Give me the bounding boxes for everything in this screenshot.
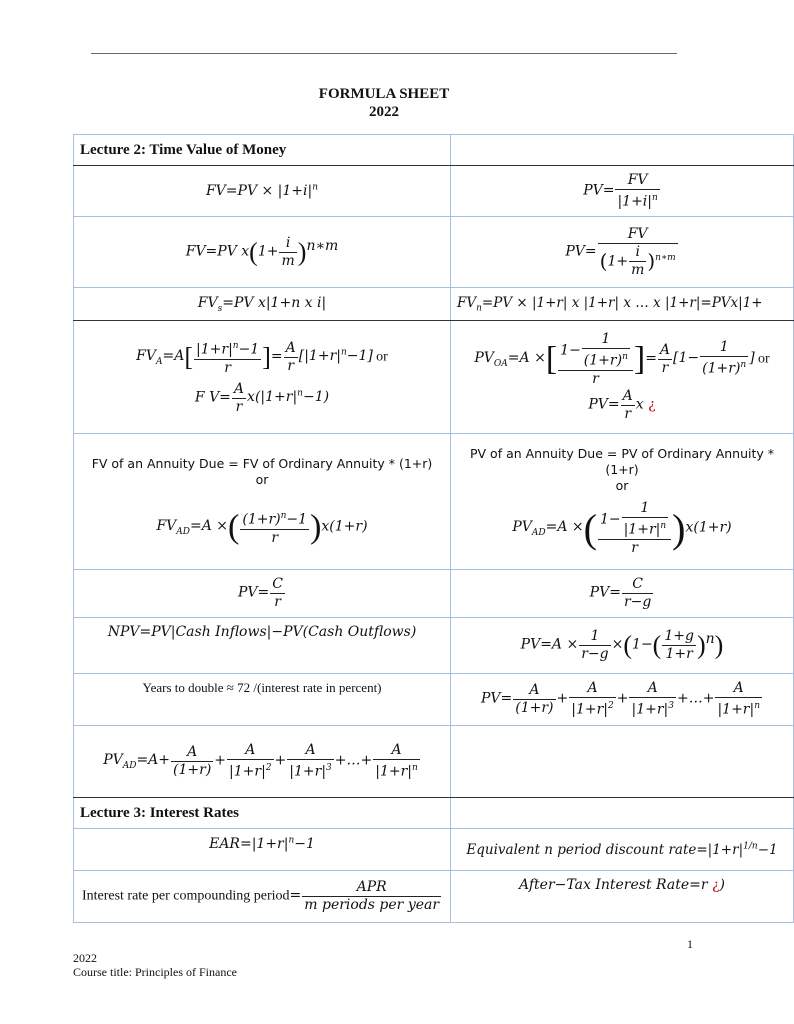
- formula-fv-annuity-due: FV of an Annuity Due = FV of Ordinary Annuity * (1+r) or $FV_{AD}=A$ ×( $\frac{(1+r)^n-1}{r}$ )x(1+r): [74, 434, 451, 570]
- header-rule: [91, 53, 677, 54]
- document-year: 2022: [369, 104, 399, 120]
- table-row: [74, 829, 794, 871]
- table-row: [74, 321, 794, 434]
- formula-perpetuity: PV= $\frac{C}{r}$: [74, 570, 451, 618]
- formula-pv-simple: PV= $\frac{FV}{|1+i|^n}$: [451, 166, 794, 217]
- formula-interest-per-period: Interest rate per compounding period= $\frac{\text{APR}}{\text{m periods per year}}$: [74, 871, 451, 923]
- m-periods-label: m periods per year: [304, 897, 440, 913]
- empty-cell: [451, 726, 794, 798]
- formula-annuity-sum: PV= $\frac{A}{(1+r)}$ + $\frac{A}{|1+r|^2}$ + $\frac{A}{|1+r|^3}$ +…+ $\frac{A}{|1+r|^n}$: [451, 674, 794, 726]
- formula-fv-compound-m: FV=PV x(1+ $\frac{i}{m}$ )$^{n∗m}$: [74, 217, 451, 288]
- table-row: [74, 674, 794, 726]
- table-row: [74, 726, 794, 798]
- table-row: [74, 798, 794, 829]
- formula-ear: $EAR=|1+r|^n-1$: [74, 829, 451, 871]
- apr-label: APR: [302, 879, 441, 897]
- formula-annuity-due-sum: $PV_{AD}=A+$ $\frac{A}{(1+r)}$ + $\frac{A}{|1+r|^2}$ + $\frac{A}{|1+r|^3}$ +…+ $\frac{A}{|1+r|^n}$: [74, 726, 451, 798]
- formula-pv-annuity-due: PV of an Annuity Due = PV of Ordinary Annuity * (1+r) or $PV_{AD}=A$ ×( 1− $\frac{1}{|1+r|^n}$ r )x(1+r): [451, 434, 794, 570]
- formula-pv-compound-m: PV= FV (1+ $\frac{i}{m}$ )$^{n∗m}$: [451, 217, 794, 288]
- or-label: or: [376, 349, 388, 365]
- years-to-double: Years to double ≈ 72 /(interest rate in percent): [74, 674, 451, 726]
- interest-rate-label: Interest rate per compounding period: [81, 888, 290, 904]
- table-row: [74, 217, 794, 288]
- page-number: 1: [687, 937, 693, 951]
- formula-equivalent-discount: Equivalent n period discount $rate=|1+r|^{1/n}-1$: [451, 829, 794, 871]
- empty-cell: [451, 798, 794, 829]
- formula-fv-simple: $FV=PV \times |1+i|^n$: [74, 166, 451, 217]
- formula-npv: NPV=PV|Cash Inflows|−PV(Cash Outflows): [74, 618, 451, 674]
- or-label: or: [615, 478, 629, 494]
- footer-course: Course title: Principles of Finance: [73, 965, 237, 979]
- or-label: or: [255, 472, 269, 488]
- footer-year: 2022: [73, 951, 97, 965]
- pv-annuity-due-text: PV of an Annuity Due = PV of Ordinary Annuity * (1+r): [469, 446, 775, 478]
- table-row: [74, 135, 794, 166]
- formula-pv-oa: $PV_{OA}=A$ ×[ 1− $\frac{1}{(1+r)^n}$ r ]= $\frac{A}{r}$ [1− $\frac{1}{(1+r)^n}$ ] or PV= $\frac{A}{r}$ x ¿: [451, 321, 794, 434]
- formula-table: [73, 134, 794, 923]
- fv-annuity-due-text: FV of an Annuity Due = FV of Ordinary Annuity * (1+r): [91, 456, 433, 472]
- table-row: [74, 570, 794, 618]
- empty-cell: [451, 135, 794, 166]
- table-row: [74, 871, 794, 923]
- section-heading-lecture2: Lecture 2: Time Value of Money: [74, 135, 451, 166]
- formula-fv-s: $FV_s=PV$ x|1+n x i|: [74, 288, 451, 321]
- formula-growing-annuity: PV=A × $\frac{1}{r-g}$ ×(1−( $\frac{1+g}{1+r}$ )$^n$): [451, 618, 794, 674]
- formula-after-tax: After−Tax Interest Rate=r ¿): [451, 871, 794, 923]
- formula-fv-n: $FV_n=PV \times |1+r|$ x |1+r| x … x |1+r|=PVx|1+: [451, 288, 794, 321]
- formula-growing-perpetuity: PV= $\frac{C}{r-g}$: [451, 570, 794, 618]
- document-title: FORMULA SHEET: [318, 86, 450, 102]
- table-row: [74, 434, 794, 570]
- table-row: [74, 288, 794, 321]
- table-row: [74, 166, 794, 217]
- table-row: [74, 618, 794, 674]
- formula-fv-annuity: $FV_A=A$[ $\frac{|1+r|^n-1}{r}$ ]= $\frac{A}{r}$ $[|1+r|^n-1]$ or F V= $\frac{A}{r}$ $x(|1+r|^n-1)$: [74, 321, 451, 434]
- or-label: or: [757, 351, 770, 367]
- section-heading-lecture3: Lecture 3: Interest Rates: [74, 798, 451, 829]
